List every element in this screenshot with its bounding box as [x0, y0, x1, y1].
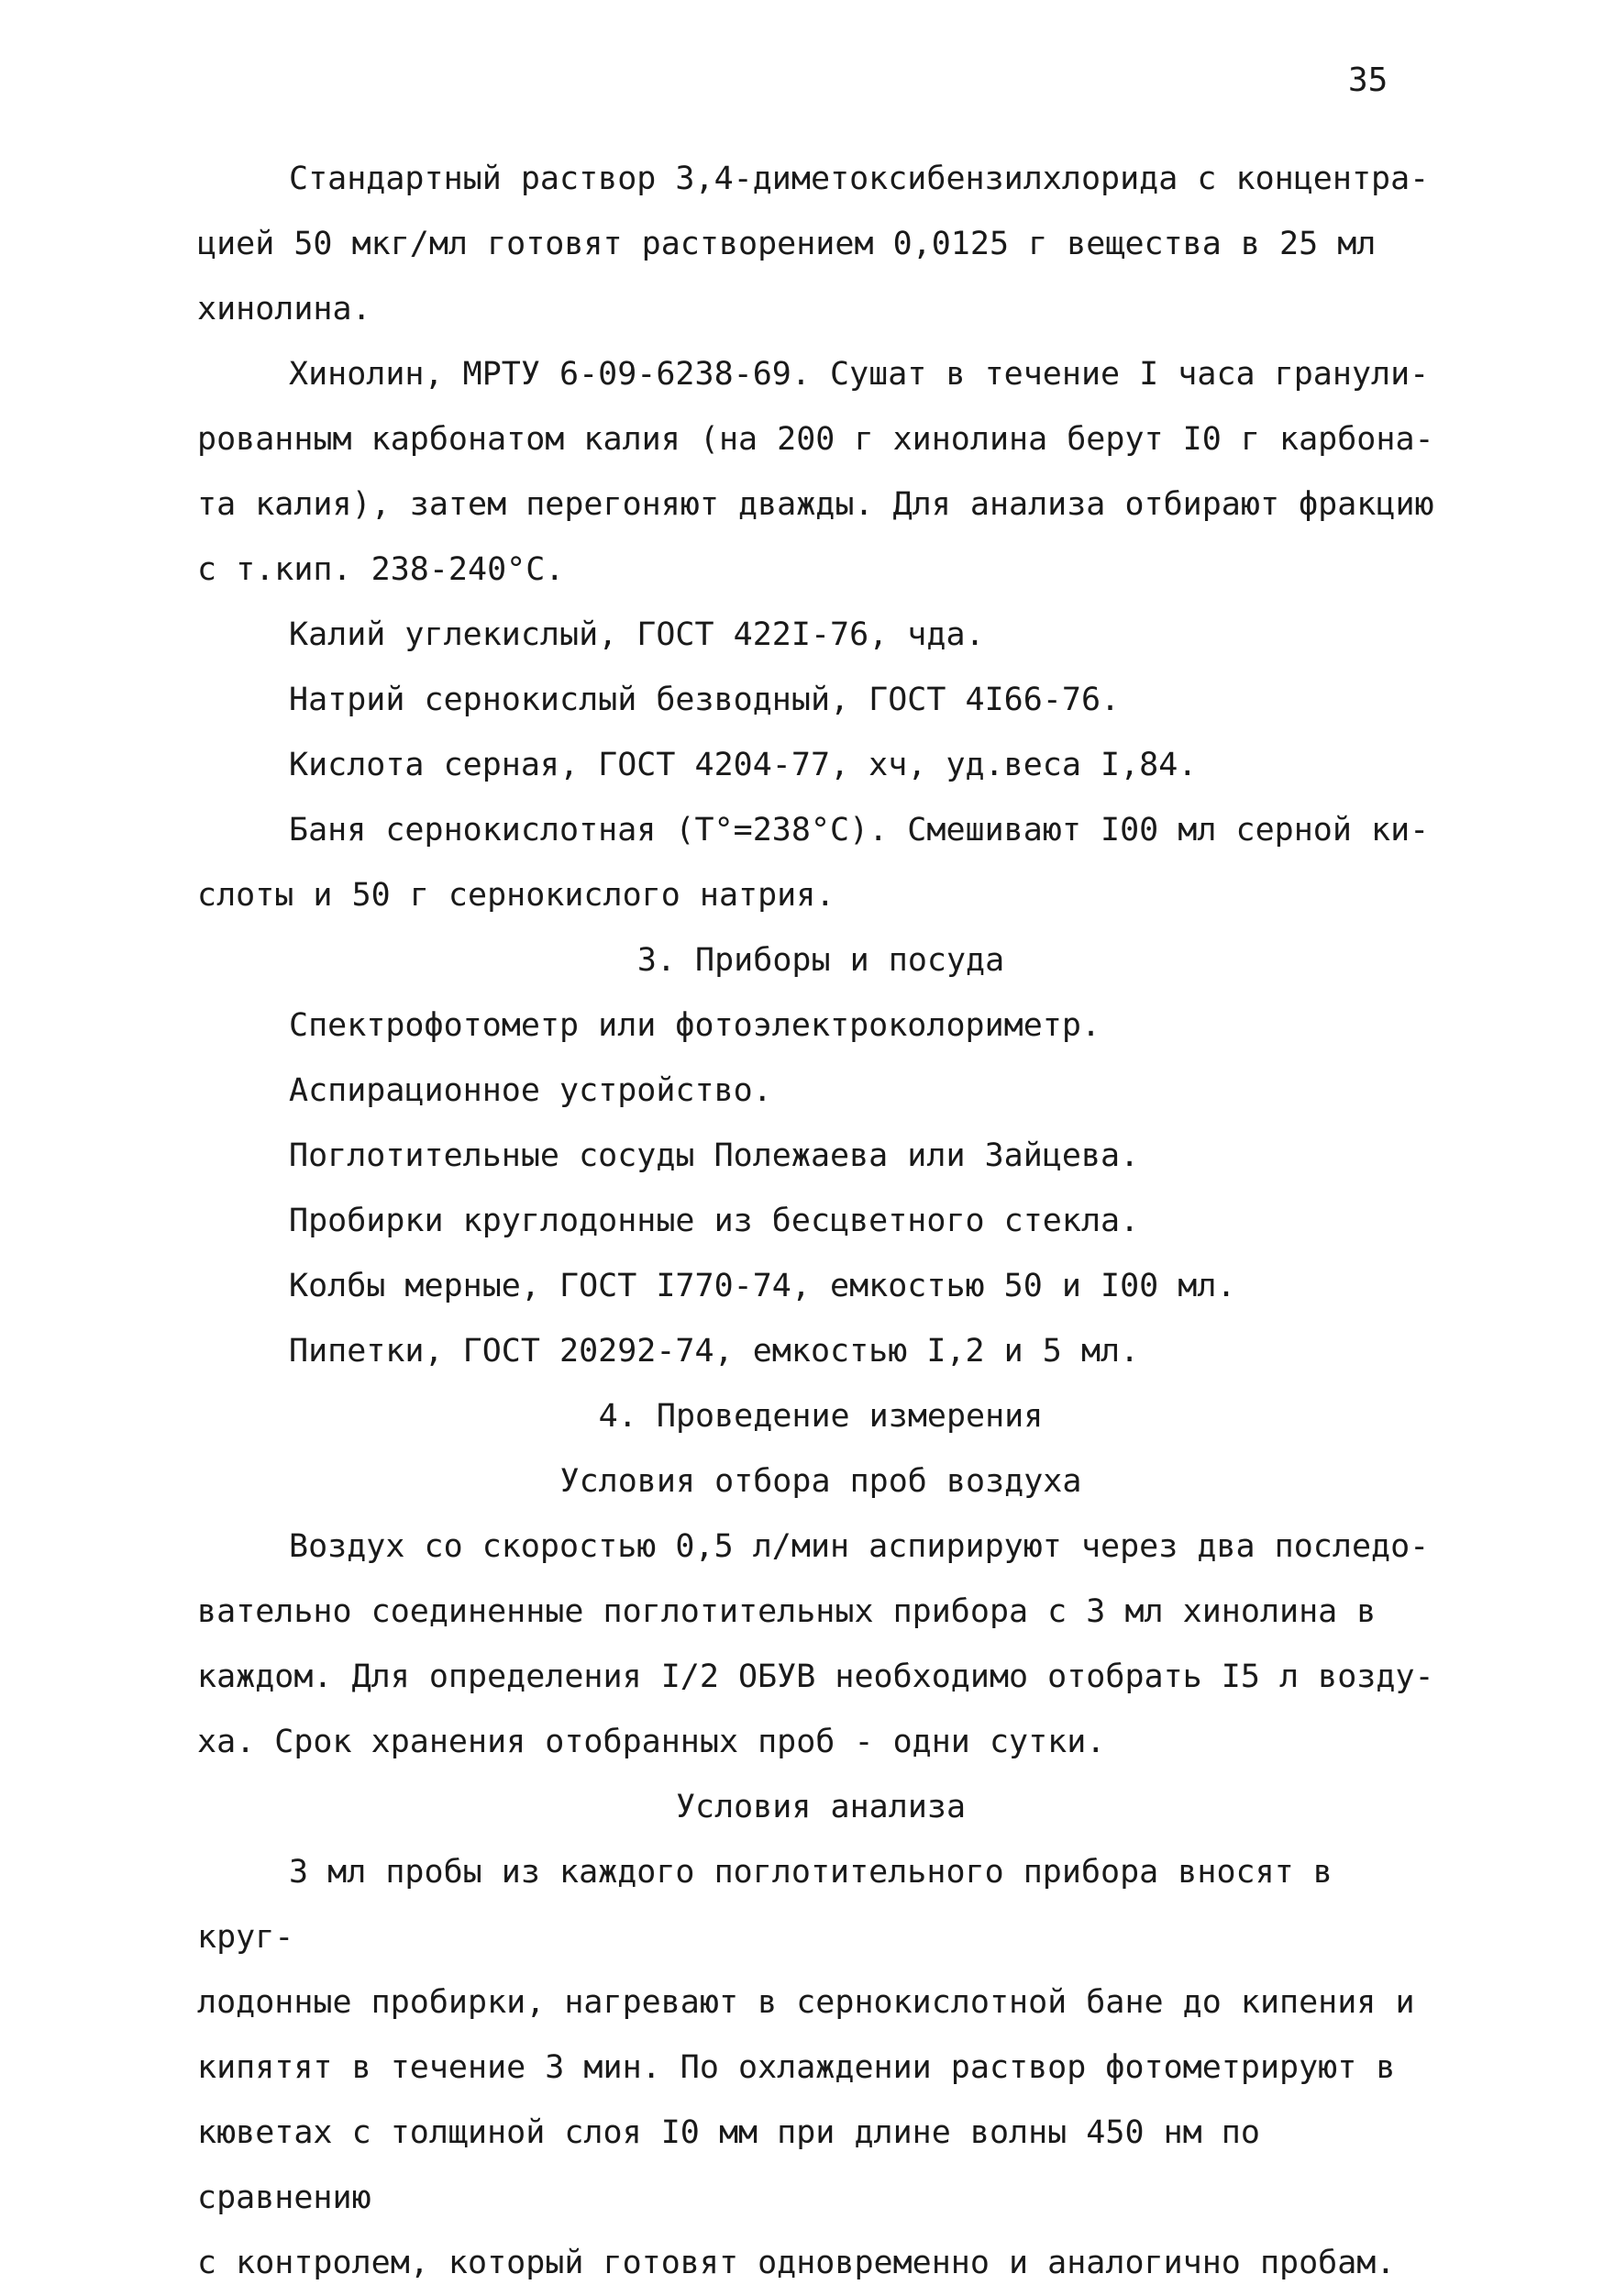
paragraph	[197, 798, 1444, 928]
text-line: Стандартный раствор 3,4-диметоксибензилхлорида с концентра-	[289, 161, 1430, 197]
paragraph	[197, 1254, 1444, 1319]
text-line: Натрий сернокислый безводный, ГОСТ 4I66-76.	[289, 682, 1121, 718]
text-line: вательно соединенные поглотительных прибора с 3 мл хинолина в	[197, 1593, 1377, 1630]
section-heading: Условия анализа	[675, 1789, 967, 1825]
text-line: Хинолин, МРТУ 6-09-6238-69. Сушат в течение I часа гранули-	[289, 356, 1430, 393]
text-line: лодонные пробирки, нагревают в сернокислотной бане до кипения и	[197, 1984, 1415, 2021]
section-heading: 3. Приборы и посуда	[636, 942, 1005, 979]
text-line: хинолина.	[197, 291, 371, 327]
text-line: с т.кип. 238-240°С.	[197, 551, 565, 588]
paragraph	[197, 1124, 1444, 1189]
text-line: с контролем, который готовят одновременно и аналогично пробам.	[197, 2245, 1396, 2281]
page-number: 35	[1348, 61, 1388, 99]
paragraph	[197, 993, 1444, 1059]
paragraph	[197, 733, 1444, 798]
paragraph	[197, 1840, 1444, 2296]
text-line: Поглотительные сосуды Полежаева или Зайцева.	[289, 1137, 1140, 1174]
text-line: Колбы мерные, ГОСТ I770-74, емкостью 50 и I00 мл.	[289, 1268, 1236, 1304]
paragraph	[197, 1189, 1444, 1254]
paragraph	[197, 1059, 1444, 1124]
section-heading: 4. Проведение измерения	[598, 1398, 1044, 1435]
text-line: Аспирационное устройство.	[289, 1072, 772, 1109]
text-line: Калий углекислый, ГОСТ 422I-76, чда.	[289, 616, 985, 653]
paragraph	[197, 147, 1444, 342]
text-line: та калия), затем перегоняют дважды. Для анализа отбирают фракцию	[197, 486, 1434, 523]
paragraph	[197, 342, 1444, 603]
text-line: ха. Срок хранения отобранных проб - одни сутки.	[197, 1724, 1106, 1760]
text-line: 3 мл пробы из каждого поглотительного прибора вносят в круг-	[197, 1854, 1333, 1956]
text-line: Пипетки, ГОСТ 20292-74, емкостью I,2 и 5 мл.	[289, 1333, 1140, 1370]
text-line: рованным карбонатом калия (на 200 г хинолина берут I0 г карбона-	[197, 421, 1434, 458]
document-body	[197, 147, 1444, 2296]
text-line: слоты и 50 г сернокислого натрия.	[197, 877, 835, 914]
text-line: кюветах с толщиной слоя I0 мм при длине волны 450 нм по сравнению	[197, 2114, 1260, 2216]
text-line: цией 50 мкг/мл готовят растворением 0,0125 г вещества в 25 мл	[197, 226, 1377, 262]
text-line: Пробирки круглодонные из бесцветного стекла.	[289, 1203, 1140, 1239]
section-heading: Условия отбора проб воздуха	[559, 1463, 1082, 1500]
paragraph	[197, 1514, 1444, 1775]
text-line: Кислота серная, ГОСТ 4204-77, хч, уд.веса I,84.	[289, 747, 1198, 783]
text-line: Спектрофотометр или фотоэлектроколориметр.	[289, 1007, 1101, 1044]
paragraph	[197, 603, 1444, 668]
text-line: Воздух со скоростью 0,5 л/мин аспирируют через два последо-	[289, 1528, 1430, 1565]
paragraph	[197, 668, 1444, 733]
text-line: каждом. Для определения I/2 ОБУВ необходимо отобрать I5 л возду-	[197, 1658, 1434, 1695]
paragraph	[197, 1319, 1444, 1384]
text-line: Баня сернокислотная (Т°=238°С). Смешивают I00 мл серной ки-	[289, 812, 1430, 849]
text-line: кипятят в течение 3 мин. По охлаждении раствор фотометрируют в	[197, 2049, 1396, 2086]
